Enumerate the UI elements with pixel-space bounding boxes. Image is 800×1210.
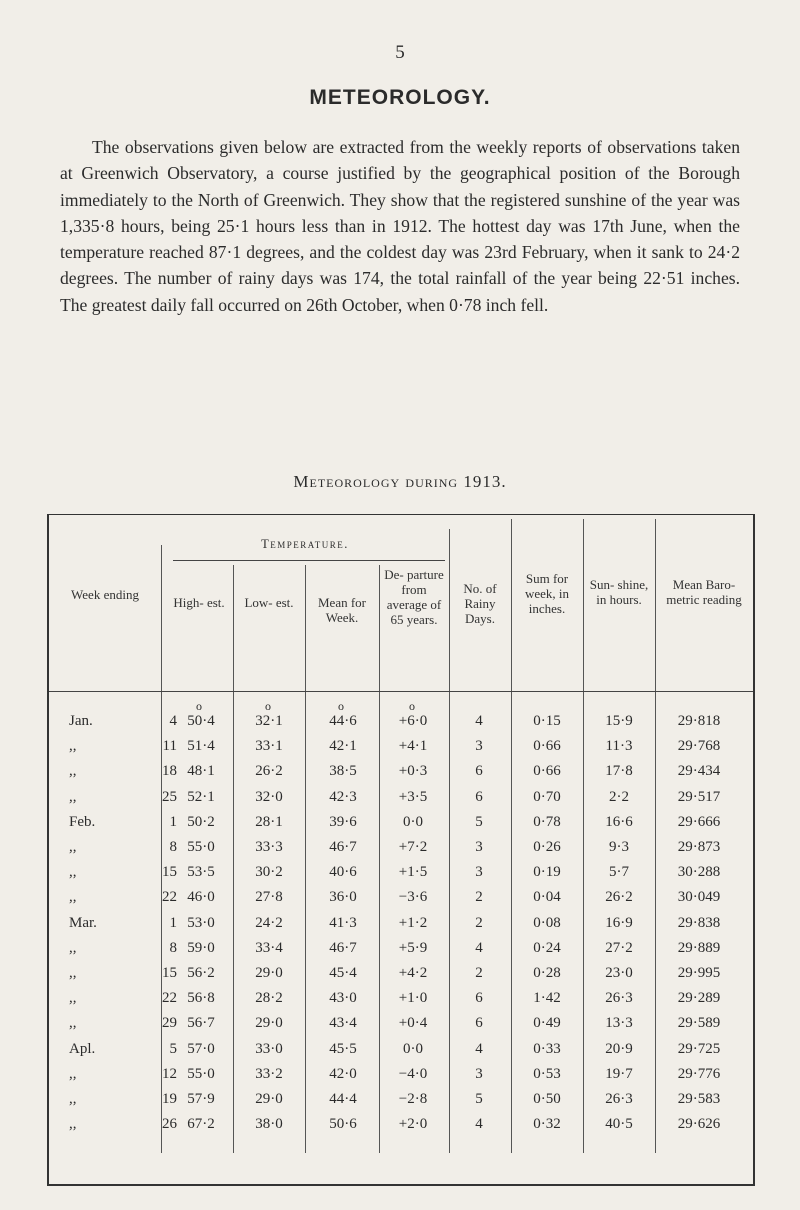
- dep-cell: +6·0: [398, 713, 428, 729]
- low-cell: 24·2: [255, 914, 283, 931]
- high-cell: 56·8: [187, 990, 215, 1007]
- rain-cell: 6: [475, 763, 483, 780]
- mean-cell: 40·6: [329, 864, 357, 881]
- day-cell: 8: [169, 939, 177, 956]
- low-cell: 29·0: [255, 1015, 283, 1032]
- mean-cell: 45·5: [329, 1040, 357, 1057]
- header-sum-for-week: Sum for week, in inches.: [524, 571, 570, 616]
- mean-cell: 42·0: [329, 1065, 357, 1082]
- day-cell: 15: [162, 965, 177, 981]
- rain-cell: 3: [475, 1065, 483, 1082]
- low-cell: 33·1: [255, 738, 283, 755]
- table-row: [49, 889, 757, 911]
- low-cell: 32·1: [255, 713, 283, 729]
- temperature-brace: [173, 560, 445, 561]
- mean-cell: 41·3: [329, 914, 357, 931]
- table-row: [49, 990, 757, 1012]
- baro-cell: 29·583: [677, 1091, 721, 1107]
- header-rule: [49, 691, 753, 692]
- mean-cell: 36·0: [329, 889, 357, 906]
- mean-cell: 38·5: [329, 763, 357, 780]
- month-cell: ,,: [69, 864, 77, 881]
- baro-cell: 30·049: [677, 889, 721, 906]
- low-cell: 30·2: [255, 864, 283, 881]
- rain-cell: 3: [475, 864, 483, 881]
- table-row: [49, 713, 757, 735]
- rain-cell: 6: [475, 1015, 483, 1032]
- sun-cell: 9·3: [609, 839, 629, 855]
- month-cell: ,,: [69, 889, 77, 906]
- rain-cell: 4: [475, 713, 483, 729]
- table-row: [49, 1015, 757, 1037]
- day-cell: 4: [169, 713, 177, 729]
- degree-mark: o: [265, 699, 271, 713]
- baro-cell: 29·838: [677, 914, 721, 931]
- mean-cell: 39·6: [329, 813, 357, 830]
- dep-cell: +2·0: [398, 1116, 428, 1133]
- baro-cell: 29·725: [677, 1040, 721, 1057]
- sun-cell: 16·6: [605, 813, 633, 830]
- header-barometric: Mean Baro- metric reading: [666, 577, 742, 607]
- low-cell: 33·3: [255, 839, 283, 855]
- baro-cell: 29·889: [677, 939, 721, 956]
- header-week-ending: Week ending: [71, 587, 139, 602]
- header-lowest: Low- est.: [244, 595, 294, 610]
- sum-cell: 0·08: [533, 914, 561, 931]
- high-cell: 50·2: [187, 813, 215, 830]
- baro-cell: 29·434: [677, 763, 721, 780]
- high-cell: 59·0: [187, 939, 215, 956]
- baro-cell: 29·289: [677, 990, 721, 1007]
- rain-cell: 6: [475, 788, 483, 805]
- baro-cell: 29·666: [677, 813, 721, 830]
- day-cell: 1: [169, 914, 177, 931]
- sun-cell: 20·9: [605, 1040, 633, 1057]
- day-cell: 12: [162, 1065, 177, 1082]
- month-cell: ,,: [69, 738, 77, 755]
- day-cell: 26: [162, 1116, 177, 1133]
- sum-cell: 0·32: [533, 1116, 561, 1133]
- dep-cell: +0·4: [398, 1015, 428, 1032]
- mean-cell: 44·6: [329, 713, 357, 729]
- sun-cell: 19·7: [605, 1065, 633, 1082]
- dep-cell: +4·2: [398, 965, 428, 981]
- month-cell: ,,: [69, 763, 77, 780]
- low-cell: 29·0: [255, 1091, 283, 1107]
- rain-cell: 6: [475, 990, 483, 1007]
- table-row: [49, 965, 757, 987]
- page-title: METEOROLOGY.: [309, 86, 491, 109]
- baro-cell: 29·517: [677, 788, 721, 805]
- sun-cell: 5·7: [609, 864, 629, 881]
- mean-cell: 45·4: [329, 965, 357, 981]
- month-cell: ,,: [69, 965, 77, 981]
- day-cell: 18: [162, 763, 177, 780]
- sun-cell: 26·2: [605, 889, 633, 906]
- day-cell: 8: [169, 839, 177, 855]
- low-cell: 28·1: [255, 813, 283, 830]
- low-cell: 32·0: [255, 788, 283, 805]
- table-caption: Meteorology during 1913.: [293, 472, 507, 491]
- header-mean-for-week: Mean for Week.: [317, 595, 366, 625]
- baro-cell: 29·995: [677, 965, 721, 981]
- mean-cell: 42·1: [329, 738, 357, 755]
- day-cell: 5: [169, 1040, 177, 1057]
- baro-cell: 29·768: [677, 738, 721, 755]
- table-row: [49, 738, 757, 760]
- mean-cell: 43·0: [329, 990, 357, 1007]
- degree-mark: o: [409, 699, 415, 713]
- dep-cell: +0·3: [398, 763, 428, 780]
- month-cell: ,,: [69, 1091, 77, 1107]
- header-highest: High- est.: [173, 595, 225, 610]
- rain-cell: 4: [475, 1040, 483, 1057]
- mean-cell: 46·7: [329, 939, 357, 956]
- low-cell: 28·2: [255, 990, 283, 1007]
- temperature-group-header: Temperature.: [261, 537, 349, 551]
- high-cell: 46·0: [187, 889, 215, 906]
- day-cell: 1: [169, 813, 177, 830]
- month-cell: ,,: [69, 1116, 77, 1133]
- month-cell: Mar.: [69, 914, 97, 931]
- intro-paragraph: The observations given below are extracted from the weekly reports of observations taken at Greenwich Observatory, a course justified by the geographical position of the Borough immediately to the North of Greenwich. They show that the registered sunshine of the year was 1,335·8 hours, being 25·1 hours less than in 1912. The hottest day was 17th June, when the temperature reached 87·1 degrees, and the coldest day was 23rd February, when it sank to 24·2 degrees. The number of rainy days was 174, the total rainfall of the year being 22·51 inches. The greatest daily fall occurred on 26th October, when 0·78 inch fell.: [60, 137, 740, 315]
- high-cell: 50·4: [187, 713, 215, 729]
- month-cell: Jan.: [69, 713, 93, 729]
- rain-cell: 2: [475, 889, 483, 906]
- sum-cell: 0·50: [533, 1091, 561, 1107]
- table-row: [49, 1066, 757, 1088]
- day-cell: 22: [162, 990, 177, 1007]
- low-cell: 33·0: [255, 1040, 283, 1057]
- table-row: [49, 1091, 757, 1113]
- table-row: [49, 814, 757, 836]
- high-cell: 52·1: [187, 788, 215, 805]
- sum-cell: 0·26: [533, 839, 561, 855]
- sun-cell: 23·0: [605, 965, 633, 981]
- sun-cell: 40·5: [605, 1116, 633, 1133]
- high-cell: 56·2: [187, 965, 215, 981]
- high-cell: 56·7: [187, 1015, 215, 1032]
- header-sunshine: Sun- shine, in hours.: [589, 577, 649, 607]
- sum-cell: 0·19: [533, 864, 561, 881]
- dep-cell: +5·9: [398, 939, 428, 956]
- sum-cell: 0·70: [533, 788, 561, 805]
- sun-cell: 11·3: [605, 738, 633, 755]
- month-cell: ,,: [69, 1015, 77, 1032]
- dep-cell: +3·5: [398, 788, 428, 805]
- table-row: [49, 1041, 757, 1063]
- low-cell: 38·0: [255, 1116, 283, 1133]
- high-cell: 57·9: [187, 1091, 215, 1107]
- dep-cell: −2·8: [398, 1091, 428, 1107]
- table-row: [49, 763, 757, 785]
- day-cell: 29: [162, 1015, 177, 1032]
- header-rainy-days: No. of Rainy Days.: [463, 581, 497, 626]
- high-cell: 51·4: [187, 738, 215, 755]
- low-cell: 26·2: [255, 763, 283, 780]
- sum-cell: 0·78: [533, 813, 561, 830]
- table-row: [49, 864, 757, 886]
- month-cell: ,,: [69, 1065, 77, 1082]
- sun-cell: 27·2: [605, 939, 633, 956]
- baro-cell: 29·776: [677, 1065, 721, 1082]
- dep-cell: +4·1: [398, 738, 428, 755]
- month-cell: Apl.: [69, 1040, 96, 1057]
- rain-cell: 5: [475, 813, 483, 830]
- sun-cell: 26·3: [605, 1091, 633, 1107]
- high-cell: 67·2: [187, 1116, 215, 1133]
- month-cell: ,,: [69, 990, 77, 1007]
- day-cell: 15: [162, 864, 177, 881]
- degree-mark: o: [196, 699, 202, 713]
- sum-cell: 0·33: [533, 1040, 561, 1057]
- table-row: [49, 915, 757, 937]
- mean-cell: 44·4: [329, 1091, 357, 1107]
- baro-cell: 29·626: [677, 1116, 721, 1133]
- rain-cell: 4: [475, 1116, 483, 1133]
- dep-cell: +1·5: [398, 864, 428, 881]
- month-cell: Feb.: [69, 813, 96, 830]
- mean-cell: 43·4: [329, 1015, 357, 1032]
- rain-cell: 2: [475, 965, 483, 981]
- day-cell: 11: [162, 738, 177, 755]
- baro-cell: 29·873: [677, 839, 721, 855]
- rain-cell: 4: [475, 939, 483, 956]
- sun-cell: 17·8: [605, 763, 633, 780]
- page-number: 5: [395, 42, 405, 63]
- rain-cell: 5: [475, 1091, 483, 1107]
- dep-cell: +1·0: [398, 990, 428, 1007]
- day-cell: 22: [162, 889, 177, 906]
- degree-mark: o: [338, 699, 344, 713]
- low-cell: 33·2: [255, 1065, 283, 1082]
- sun-cell: 26·3: [605, 990, 633, 1007]
- sum-cell: 1·42: [533, 990, 561, 1007]
- high-cell: 53·5: [187, 864, 215, 881]
- sum-cell: 0·28: [533, 965, 561, 981]
- dep-cell: +7·2: [398, 839, 428, 855]
- sun-cell: 16·9: [605, 914, 633, 931]
- high-cell: 55·0: [187, 1065, 215, 1082]
- rain-cell: 3: [475, 738, 483, 755]
- header-departure: De- parture from average of 65 years.: [384, 567, 444, 627]
- baro-cell: 30·288: [677, 864, 721, 881]
- month-cell: ,,: [69, 839, 77, 855]
- sun-cell: 2·2: [609, 788, 629, 805]
- low-cell: 33·4: [255, 939, 283, 956]
- sum-cell: 0·66: [533, 763, 561, 780]
- dep-cell: 0·0: [403, 1040, 423, 1057]
- table-row: [49, 940, 757, 962]
- sum-cell: 0·49: [533, 1015, 561, 1032]
- dep-cell: 0·0: [403, 813, 423, 830]
- meteorology-table: [47, 514, 755, 1186]
- table-row: [49, 839, 757, 861]
- sum-cell: 0·66: [533, 738, 561, 755]
- low-cell: 27·8: [255, 889, 283, 906]
- dep-cell: −4·0: [398, 1065, 428, 1082]
- mean-cell: 50·6: [329, 1116, 357, 1133]
- sum-cell: 0·24: [533, 939, 561, 956]
- high-cell: 55·0: [187, 839, 215, 855]
- rain-cell: 2: [475, 914, 483, 931]
- baro-cell: 29·818: [677, 713, 721, 729]
- dep-cell: −3·6: [398, 889, 428, 906]
- high-cell: 53·0: [187, 914, 215, 931]
- sun-cell: 13·3: [605, 1015, 633, 1032]
- day-cell: 19: [162, 1091, 177, 1107]
- sum-cell: 0·15: [533, 713, 561, 729]
- baro-cell: 29·589: [677, 1015, 721, 1032]
- sum-cell: 0·53: [533, 1065, 561, 1082]
- day-cell: 25: [162, 788, 177, 805]
- sun-cell: 15·9: [605, 713, 633, 729]
- rain-cell: 3: [475, 839, 483, 855]
- low-cell: 29·0: [255, 965, 283, 981]
- mean-cell: 42·3: [329, 788, 357, 805]
- high-cell: 57·0: [187, 1040, 215, 1057]
- dep-cell: +1·2: [398, 914, 428, 931]
- month-cell: ,,: [69, 939, 77, 956]
- sum-cell: 0·04: [533, 889, 561, 906]
- mean-cell: 46·7: [329, 839, 357, 855]
- month-cell: ,,: [69, 788, 77, 805]
- table-row: [49, 789, 757, 811]
- high-cell: 48·1: [187, 763, 215, 780]
- table-row: [49, 1116, 757, 1138]
